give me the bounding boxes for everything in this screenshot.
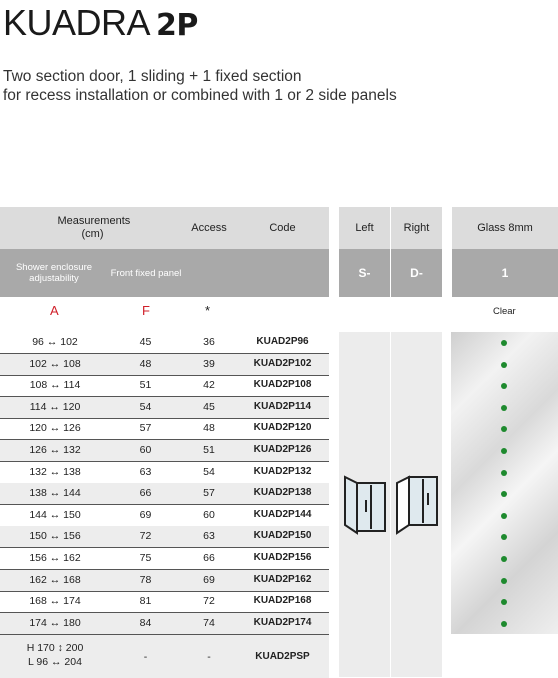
letter-f: F bbox=[142, 303, 150, 318]
code-cell: KUAD2P96 bbox=[256, 336, 309, 347]
fixed-panel-cell: 72 bbox=[139, 530, 152, 543]
green-dot-icon bbox=[501, 405, 507, 411]
code-cell: KUAD2P108 bbox=[253, 379, 312, 391]
title-model: 2P bbox=[156, 8, 198, 43]
measurement-cell: 138 ↔ 144 bbox=[29, 487, 81, 500]
green-dot-icon bbox=[501, 426, 507, 432]
measurement-cell: 156 ↔ 162 bbox=[29, 552, 81, 564]
green-dot-icon bbox=[501, 621, 507, 627]
table-header bbox=[0, 207, 558, 249]
code-cell: KUAD2PSP bbox=[255, 651, 310, 663]
letter-a: A bbox=[50, 303, 59, 318]
measurement-cell bbox=[15, 641, 95, 669]
table-row bbox=[0, 418, 329, 440]
table-row-spare bbox=[0, 635, 329, 678]
code-cell: KUAD2P126 bbox=[253, 444, 312, 455]
code-cell: KUAD2P174 bbox=[253, 616, 312, 628]
page-title bbox=[3, 2, 198, 44]
glass-column bbox=[451, 332, 558, 634]
code-cell: KUAD2P138 bbox=[253, 487, 312, 499]
table-row bbox=[0, 375, 329, 397]
title-product: KUADRA bbox=[3, 2, 151, 43]
access-cell: 48 bbox=[203, 422, 215, 435]
subheader-left-code: S- bbox=[339, 249, 390, 297]
table-row bbox=[0, 526, 329, 548]
fixed-panel-cell: 51 bbox=[139, 379, 152, 392]
green-dot-icon bbox=[501, 340, 507, 346]
access-cell: 39 bbox=[203, 357, 215, 370]
code-cell: KUAD2P144 bbox=[253, 508, 312, 520]
measurement-cell: 102 ↔ 108 bbox=[29, 357, 81, 370]
access-cell: 66 bbox=[203, 552, 215, 564]
shower-door-left-icon bbox=[343, 475, 387, 535]
green-dot-icon bbox=[501, 513, 507, 519]
table-row bbox=[0, 548, 329, 570]
measurement-cell: 132 ↔ 138 bbox=[29, 465, 81, 478]
table-row bbox=[0, 397, 329, 419]
fixed-panel-cell: 78 bbox=[139, 573, 152, 586]
fixed-panel-cell: 81 bbox=[139, 595, 152, 608]
green-dot-icon bbox=[501, 470, 507, 476]
measurement-cell: 150 ↔ 156 bbox=[29, 530, 81, 543]
green-dot-icon bbox=[501, 383, 507, 389]
table-row bbox=[0, 483, 329, 505]
subheader-fixed-panel: Front fixed panel bbox=[110, 267, 182, 279]
access-cell: 42 bbox=[203, 379, 215, 392]
measurement-cell: 108 ↔ 114 bbox=[29, 379, 81, 392]
access-cell: - bbox=[207, 651, 211, 664]
header-code: Code bbox=[269, 221, 296, 234]
access-star: * bbox=[205, 303, 211, 318]
access-cell: 54 bbox=[203, 465, 215, 478]
green-dot-icon bbox=[501, 556, 507, 562]
table-row bbox=[0, 354, 329, 376]
table-row bbox=[0, 440, 329, 462]
product-description bbox=[3, 67, 397, 105]
fixed-panel-cell: 69 bbox=[139, 508, 152, 521]
measurement-cell: 162 ↔ 168 bbox=[29, 573, 81, 586]
fixed-panel-cell: 66 bbox=[139, 487, 152, 500]
table-row bbox=[0, 570, 329, 592]
fixed-panel-cell: 60 bbox=[139, 444, 152, 456]
code-cell: KUAD2P132 bbox=[253, 465, 312, 477]
access-cell: 36 bbox=[203, 336, 215, 348]
code-cell: KUAD2P168 bbox=[253, 595, 312, 607]
table-row bbox=[0, 591, 329, 613]
table-row bbox=[0, 613, 329, 635]
green-dot-icon bbox=[501, 448, 507, 454]
code-cell: KUAD2P120 bbox=[253, 422, 312, 434]
column-letters bbox=[0, 303, 558, 327]
height-range: H 170 ↕ 200 bbox=[26, 642, 84, 655]
code-cell: KUAD2P102 bbox=[253, 357, 312, 369]
subheader-enclosure: Shower enclosure adjustability bbox=[15, 262, 93, 284]
access-cell: 63 bbox=[203, 530, 215, 543]
header-left: Left bbox=[339, 207, 390, 249]
access-cell: 69 bbox=[203, 573, 215, 586]
code-cell: KUAD2P156 bbox=[253, 552, 312, 563]
shower-door-right-icon bbox=[395, 475, 439, 535]
code-cell: KUAD2P114 bbox=[253, 400, 312, 412]
header-right: Right bbox=[391, 207, 442, 249]
header-access: Access bbox=[191, 221, 227, 234]
green-dot-icon bbox=[501, 491, 507, 497]
code-cell: KUAD2P150 bbox=[253, 530, 312, 542]
fixed-panel-cell: 57 bbox=[139, 422, 152, 435]
measurement-cell: 144 ↔ 150 bbox=[29, 508, 81, 521]
table-row bbox=[0, 462, 329, 484]
fixed-panel-cell: 45 bbox=[139, 336, 152, 348]
measurement-cell: 168 ↔ 174 bbox=[29, 595, 81, 608]
code-cell: KUAD2P162 bbox=[253, 573, 312, 585]
fixed-panel-cell: 48 bbox=[139, 357, 152, 370]
measurement-cell: 96 ↔ 102 bbox=[32, 336, 78, 348]
fixed-panel-cell: 84 bbox=[139, 616, 152, 629]
access-cell: 74 bbox=[203, 616, 215, 629]
fixed-panel-cell: - bbox=[143, 651, 148, 664]
header-glass: Glass 8mm bbox=[452, 207, 558, 249]
measurement-cell: 120 ↔ 126 bbox=[29, 422, 81, 435]
green-dot-icon bbox=[501, 534, 507, 540]
green-dot-icon bbox=[501, 599, 507, 605]
green-dot-icon bbox=[501, 578, 507, 584]
description-line-1: Two section door, 1 sliding + 1 fixed section bbox=[3, 68, 302, 85]
access-cell: 51 bbox=[203, 444, 215, 456]
glass-clear-label: Clear bbox=[493, 306, 516, 317]
table-row bbox=[0, 505, 329, 527]
measurement-cell: 114 ↔ 120 bbox=[29, 400, 81, 413]
subheader-right-code: D- bbox=[391, 249, 442, 297]
measurement-cell: 126 ↔ 132 bbox=[29, 444, 81, 456]
access-cell: 60 bbox=[203, 508, 215, 521]
fixed-panel-cell: 63 bbox=[139, 465, 152, 478]
fixed-panel-cell: 54 bbox=[139, 400, 152, 413]
width-range: L 96 ↔ 204 bbox=[28, 656, 82, 669]
fixed-panel-cell: 75 bbox=[139, 552, 152, 564]
access-cell: 57 bbox=[203, 487, 215, 500]
access-cell: 45 bbox=[203, 400, 215, 413]
table-row bbox=[0, 332, 329, 354]
table-subheader bbox=[0, 249, 558, 297]
measurement-cell: 174 ↔ 180 bbox=[29, 616, 81, 629]
header-measurements: Measurements (cm) bbox=[57, 215, 131, 240]
description-line-2: for recess installation or combined with 1 or 2 side panels bbox=[3, 87, 397, 104]
access-cell: 72 bbox=[203, 595, 215, 608]
subheader-glass-code: 1 bbox=[452, 249, 558, 297]
green-dot-icon bbox=[501, 362, 507, 368]
